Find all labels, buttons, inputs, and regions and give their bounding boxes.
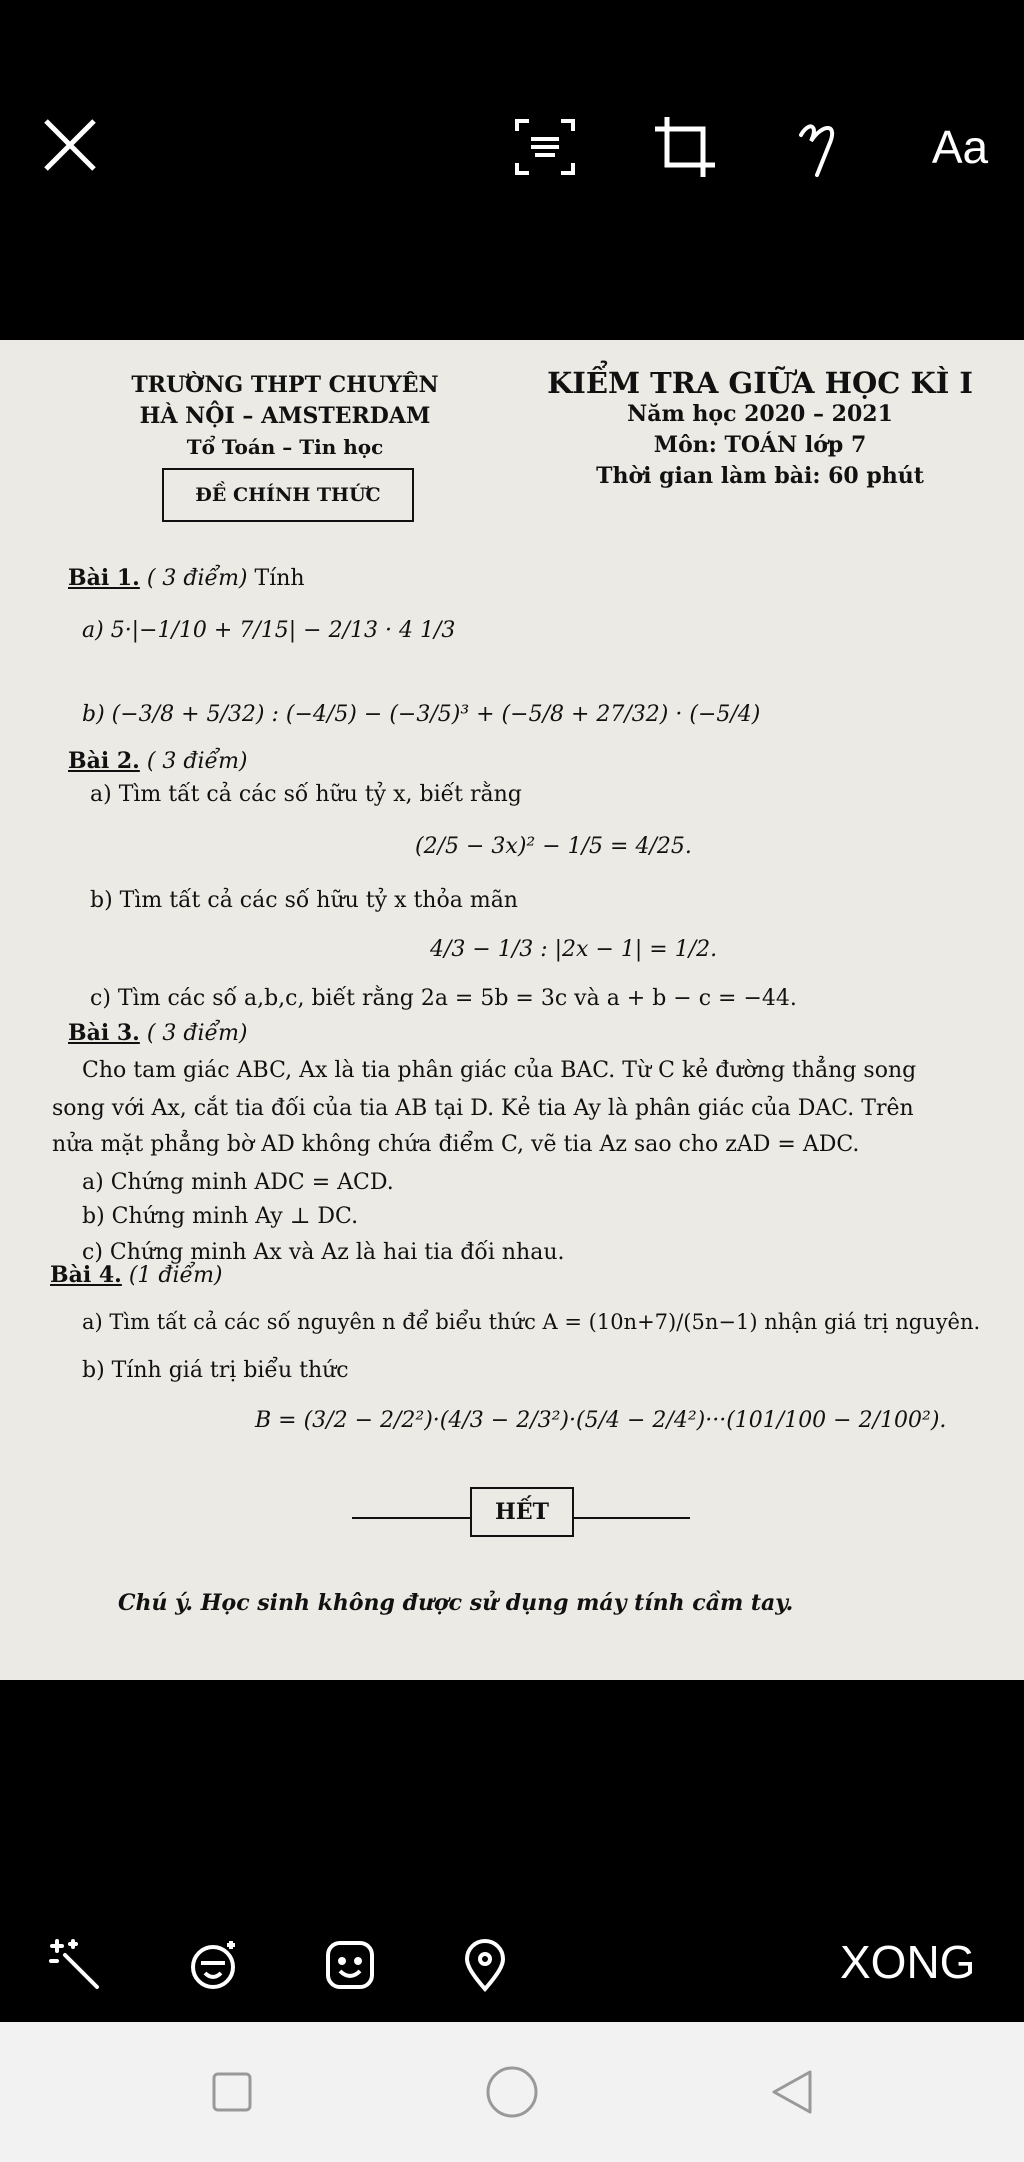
exam-time: Thời gian làm bài: 60 phút <box>596 463 924 489</box>
bai1-points: ( 3 điểm) <box>146 566 248 591</box>
bai4-b-equation: B = (3/2 − 2/2²)·(4/3 − 2/3²)·(5/4 − 2/4²)···(101/100 − 2/100²). <box>255 1408 947 1433</box>
bai3-heading <box>68 1020 248 1046</box>
sticker-icon[interactable] <box>180 1930 250 2000</box>
bai1-a: a) 5·|−1/10 + 7/15| − 2/13 · 4 1/3 <box>82 618 456 643</box>
bai2-c: c) Tìm các số a,b,c, biết rằng 2a = 5b = 3c và a + b − c = −44. <box>90 986 797 1011</box>
crop-icon[interactable] <box>650 112 720 182</box>
text-scan-icon[interactable] <box>510 112 580 182</box>
bai1-title: Bài 1. <box>68 565 140 591</box>
bai4-heading <box>50 1262 223 1288</box>
home-icon[interactable] <box>480 2060 544 2124</box>
bai2-b-equation: 4/3 − 1/3 : |2x − 1| = 1/2. <box>430 937 718 962</box>
bai2-heading <box>68 748 248 774</box>
bai2-b: b) Tìm tất cả các số hữu tỷ x thỏa mãn <box>90 888 518 913</box>
end-box <box>470 1487 574 1537</box>
bai2-title: Bài 2. <box>68 748 140 774</box>
top-toolbar <box>0 0 1024 340</box>
divider-right <box>572 1517 690 1519</box>
bai3-c: c) Chứng minh Ax và Az là hai tia đối nhau. <box>82 1240 565 1265</box>
close-icon[interactable] <box>35 110 105 180</box>
bai1-task: Tính <box>254 566 305 591</box>
bai3-title: Bài 3. <box>68 1020 140 1046</box>
bai3-paragraph-2: song với Ax, cắt tia đối của tia AB tại D. Kẻ tia Ay là phân giác của DAC. Trên <box>52 1096 914 1121</box>
bai3-a: a) Chứng minh ADC = ACD. <box>82 1170 394 1195</box>
school-line2: HÀ NỘI – AMSTERDAM <box>139 403 431 429</box>
exam-title: KIỂM TRA GIỮA HỌC KÌ I <box>547 366 973 400</box>
bai3-points: ( 3 điểm) <box>146 1021 248 1046</box>
bai1-heading <box>68 565 305 591</box>
bai2-points: ( 3 điểm) <box>146 749 248 774</box>
bai3-b: b) Chứng minh Ay ⊥ DC. <box>82 1204 359 1229</box>
bai4-b: b) Tính giá trị biểu thức <box>82 1358 349 1383</box>
end-label: HẾT <box>495 1499 549 1525</box>
system-nav-bar <box>0 2022 1024 2162</box>
exam-subject: Môn: TOÁN lớp 7 <box>653 432 867 458</box>
emoji-icon[interactable] <box>315 1930 385 2000</box>
done-button[interactable]: XONG <box>840 1936 976 1988</box>
text-tool-label: Aa <box>931 121 989 173</box>
school-header <box>95 370 475 463</box>
recent-apps-icon[interactable] <box>200 2060 264 2124</box>
school-line1: TRƯỜNG THPT CHUYÊN <box>131 372 439 398</box>
document-image <box>0 340 1024 1680</box>
exam-header <box>545 368 975 492</box>
bai3-paragraph-1: Cho tam giác ABC, Ax là tia phân giác của BAC. Từ C kẻ đường thẳng song <box>82 1058 917 1083</box>
bai2-a: a) Tìm tất cả các số hữu tỷ x, biết rằng <box>90 782 522 807</box>
official-label: ĐỀ CHÍNH THỨC <box>195 484 381 506</box>
bai2-a-equation: (2/5 − 3x)² − 1/5 = 4/25. <box>415 834 692 859</box>
bai4-a: a) Tìm tất cả các số nguyên n để biểu thức A = (10n+7)/(5n−1) nhận giá trị nguyên. <box>82 1310 981 1334</box>
location-icon[interactable] <box>450 1930 520 2000</box>
bai4-points: (1 điểm) <box>128 1263 223 1288</box>
footnote: Chú ý. Học sinh không được sử dụng máy tính cầm tay. <box>118 1590 794 1616</box>
back-icon[interactable] <box>760 2060 824 2124</box>
school-line3: Tổ Toán – Tin học <box>186 435 384 459</box>
text-icon[interactable] <box>920 112 1000 182</box>
bai1-b: b) (−3/8 + 5/32) : (−4/5) − (−3/5)³ + (−5/8 + 27/32) · (−5/4) <box>82 702 761 727</box>
divider-left <box>352 1517 470 1519</box>
bai3-paragraph-3: nửa mặt phẳng bờ AD không chứa điểm C, vẽ tia Az sao cho zAD = ADC. <box>52 1132 860 1157</box>
magic-wand-icon[interactable] <box>40 1930 110 2000</box>
exam-year: Năm học 2020 – 2021 <box>627 401 893 427</box>
draw-icon[interactable] <box>790 112 860 182</box>
bai4-title: Bài 4. <box>50 1262 122 1288</box>
official-exam-box <box>162 468 414 522</box>
